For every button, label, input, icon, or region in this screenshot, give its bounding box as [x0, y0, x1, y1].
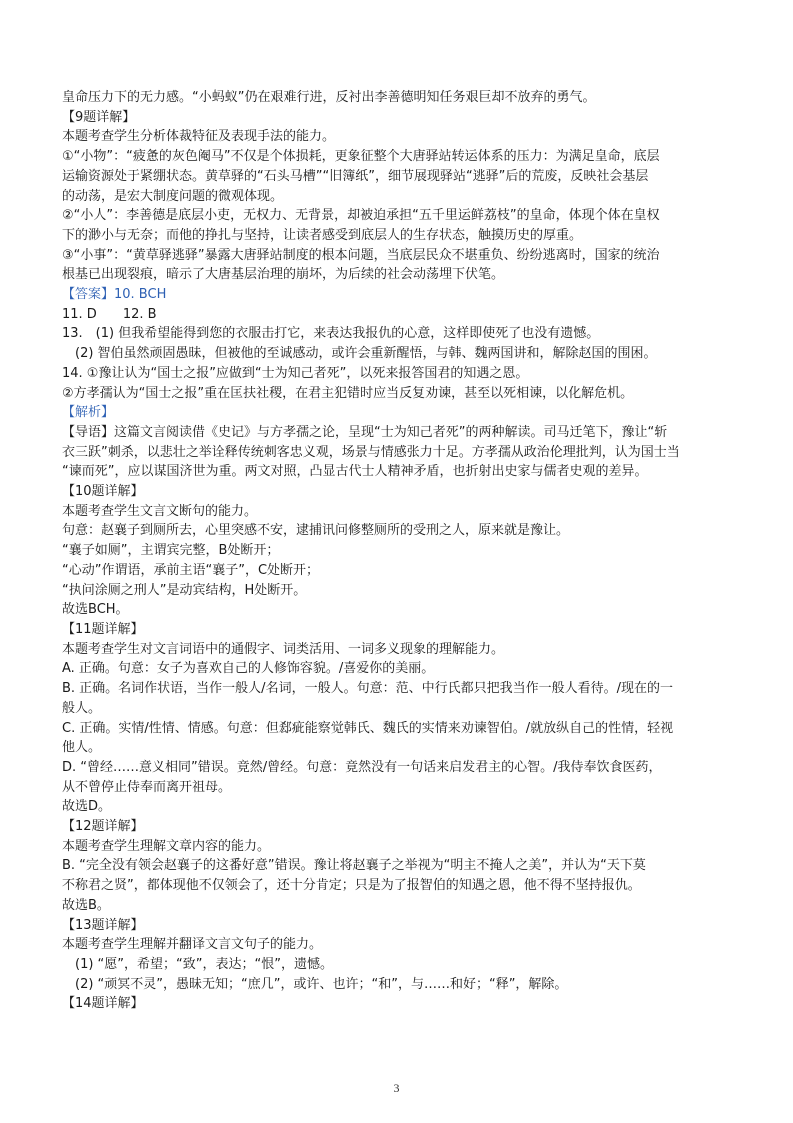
text-line: (1) “愿”，希望；“致”，表达；“恨”，遗憾。: [62, 956, 333, 972]
text-line: 的动荡，是宏大制度问题的微观体现。: [62, 188, 284, 204]
text-line: “执问涂厕之刑人”是动宾结构，H处断开。: [62, 582, 307, 598]
text-line: ③“小事”：“黄草驿逃驿”暴露大唐驿站制度的根本问题，当底层民众不堪重负、纷纷逃离时，国家的统治: [62, 247, 660, 263]
text-line: 13. (1) 但我希望能得到您的衣服击打它，来表达我报仇的心意，这样即使死了也没有遗憾。: [62, 326, 600, 342]
text-line: C. 正确。实情/性情、情感。句意：但郄疵能察觉韩氏、魏氏的实情来劝谏智伯。/就放纵自己的性情，轻视: [62, 720, 674, 736]
text-line: 从不曾停止侍奉而离开祖母。: [62, 779, 232, 795]
text-line: 【解析】: [62, 405, 115, 421]
text-line: 11. D 12. B: [62, 306, 157, 322]
text-line: 故选D。: [62, 799, 112, 815]
text-line: 句意：赵襄子到厕所去，心里突感不安，逮捕讯问修整厕所的受刑之人，原来就是豫让。: [62, 523, 570, 539]
text-line: ①“小物”：“疲惫的灰色阉马”不仅是个体损耗，更象征整个大唐驿站转运体系的压力：为满足皇命，底层: [62, 149, 660, 165]
text-line: 故选B。: [62, 897, 110, 913]
document-body: [62, 88, 741, 1014]
text-line: 【10题详解】: [62, 484, 144, 500]
text-line: ②方孝孺认为“国士之报”重在匡扶社稷，在君主犯错时应当反复劝谏，甚至以死相谏，以化解危机。: [62, 385, 634, 401]
text-line: 不称君之贤”，都体现他不仅领会了，还十分肯定；只是为了报智伯的知遇之恩，他不得不坚持报仇。: [62, 878, 641, 894]
text-line: 故选BCH。: [62, 602, 129, 618]
text-line: D. “曾经……意义相同”错误。竟然/曾经。句意：竟然没有一句话来启发君主的心智。/我侍奉饮食医药，: [62, 759, 662, 775]
text-line: ②“小人”：李善德是底层小吏，无权力、无背景，却被迫承担“五千里运鲜荔枝”的皇命，体现个体在皇权: [62, 208, 660, 224]
text-line: (2) 智伯虽然顽固愚昧，但被他的至诚感动，或许会重新醒悟，与韩、魏两国讲和，解除赵国的围困。: [62, 346, 657, 362]
text-line: “谏而死”，应以谋国济世为重。两文对照，凸显古代士人精神矛盾，也折射出史家与儒者史观的差异。: [62, 464, 648, 480]
text-line: 【答案】10. BCH: [62, 287, 167, 303]
text-line: 皇命压力下的无力感。“小蚂蚁”仍在艰难行进，反衬出李善德明知任务艰巨却不放弃的勇气。: [62, 90, 596, 105]
text-line: A. 正确。句意：女子为喜欢自己的人修饰容貌。/喜爱你的美丽。: [62, 661, 435, 677]
text-line: 【导语】这篇文言阅读借《史记》与方孝孺之论，呈现“士为知己者死”的两种解读。司马迁笔下，豫让“斩: [62, 424, 668, 440]
text-line: B. “完全没有领会赵襄子的这番好意”错误。豫让将赵襄子之举视为“明主不掩人之美”，并认为“天下莫: [62, 858, 646, 874]
text-line: 【13题详解】: [62, 917, 144, 933]
text-line: (2) “顽冥不灵”，愚昧无知；“庶几”，或许、也许；“和”，与……和好；“释”，解除。: [62, 976, 568, 992]
text-line: 本题考查学生文言文断句的能力。: [62, 503, 258, 519]
text-line: B. 正确。名词作状语，当作一般人/名词，一般人。句意：范、中行氏都只把我当作一般人看待。/现在的一: [62, 681, 673, 697]
text-line: 本题考查学生分析体裁特征及表现手法的能力。: [62, 129, 336, 145]
text-line: 他人。: [62, 740, 102, 756]
text-line: 【9题详解】: [62, 109, 136, 125]
text-line: 【14题详解】: [62, 996, 144, 1012]
text-line: 运输资源处于紧绷状态。黄草驿的“石头马槽”“旧簿纸”，细节展现驿站“逃驿”后的荒废，反映社会基层: [62, 168, 649, 184]
text-line: 【11题详解】: [62, 621, 144, 637]
text-line: 般人。: [62, 700, 102, 716]
text-line: 【12题详解】: [62, 819, 144, 835]
text-line: 14. ①豫让认为“国士之报”应做到“士为知己者死”，以死来报答国君的知遇之恩。: [62, 365, 529, 381]
text-line: 本题考查学生理解文章内容的能力。: [62, 838, 271, 854]
text-line: “襄子如厕”，主谓宾完整，B处断开；: [62, 543, 280, 559]
text-line: 本题考查学生理解并翻译文言文句子的能力。: [62, 937, 323, 953]
text-line: 下的渺小与无奈；而他的挣扎与坚持，让读者感受到底层人的生存状态，触摸历史的厚重。: [62, 227, 583, 243]
text-line: “心动”作谓语，承前主语“襄子”，C处断开；: [62, 562, 320, 578]
page-number: 3: [393, 1081, 400, 1095]
text-line: 衣三跃”刺杀，以悲壮之举诠释传统刺客忠义观，场景与情感张力十足。方孝孺从政治伦理批判，认为国士当: [62, 444, 680, 460]
text-line: 本题考查学生对文言词语中的通假字、词类活用、一词多义现象的理解能力。: [62, 641, 505, 657]
text-line: 根基已出现裂痕，暗示了大唐基层治理的崩坏，为后续的社会动荡埋下伏笔。: [62, 267, 505, 283]
